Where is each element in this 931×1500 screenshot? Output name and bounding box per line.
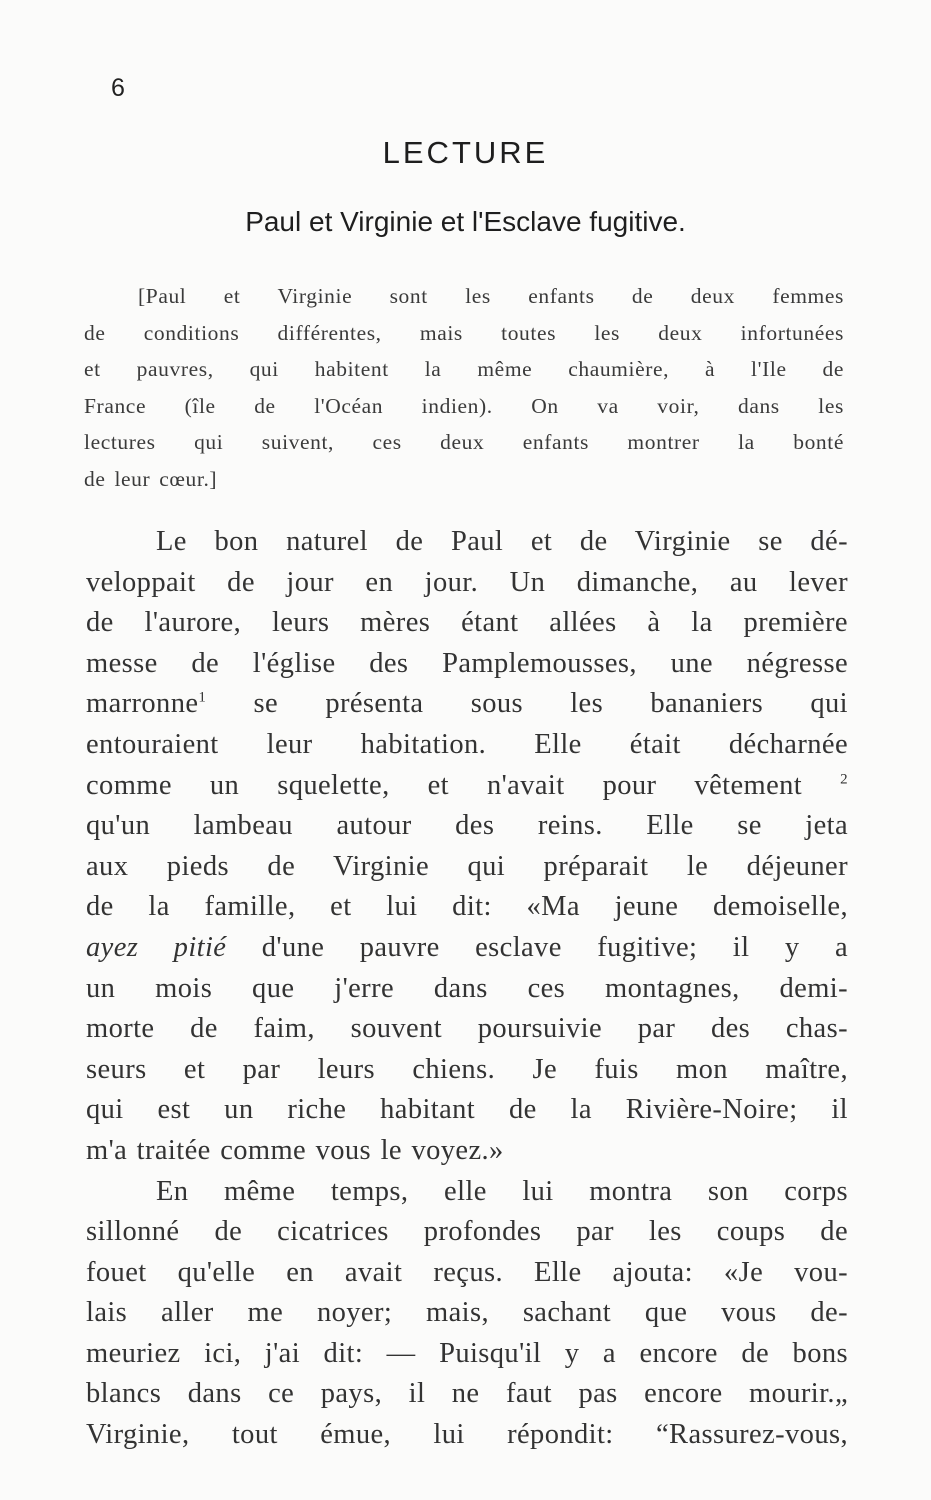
text-fragment: se présenta sous les bananiers qui — [206, 688, 848, 720]
page-title: LECTURE — [382, 135, 549, 170]
intro-line: de conditions différentes, mais toutes les deux infortunées — [84, 320, 844, 345]
text-line: entouraient leur habitation. Elle était décharnée — [86, 728, 848, 760]
text-line: qui est un riche habitant de la Rivière-Noire; il — [86, 1094, 848, 1126]
footnote-marker: 1 — [198, 689, 207, 706]
text-line: lais aller me noyer; mais, sachant que vous de- — [86, 1297, 848, 1329]
text-line: un mois que j'erre dans ces montagnes, demi- — [86, 972, 848, 1004]
intro-line: lectures qui suivent, ces deux enfants montrer la bonté — [84, 430, 844, 455]
page-number: 6 — [111, 74, 125, 102]
text-fragment: d'une pauvre esclave fugitive; il y a — [226, 931, 848, 963]
paragraph-1 — [86, 522, 848, 1172]
text-line — [86, 928, 848, 969]
intro-line: [Paul et Virginie sont les enfants de deux femmes — [138, 284, 844, 308]
intro-note — [84, 278, 844, 498]
text-fragment: marronne — [86, 688, 199, 720]
text-line: veloppait de jour en jour. Un dimanche, au lever — [86, 566, 848, 598]
text-line: Le bon naturel de Paul et de Virginie se dé- — [156, 526, 848, 557]
text-fragment: comme un squelette, et n'avait pour vêtement — [86, 769, 841, 801]
intro-line: de leur cœur.] — [84, 466, 218, 491]
intro-line: France (île de l'Océan indien). On va voir, dans les — [84, 393, 844, 418]
text-line: de la famille, et lui dit: «Ma jeune demoiselle, — [86, 891, 848, 923]
text-line: meuriez ici, j'ai dit: — Puisqu'il y a encore de bons — [86, 1337, 848, 1369]
paragraph-2 — [86, 1172, 848, 1456]
text-line — [86, 684, 848, 725]
text-line: seurs et par leurs chiens. Je fuis mon maître, — [86, 1053, 848, 1085]
italic-phrase: ayez pitié — [86, 931, 227, 963]
text-line: aux pieds de Virginie qui préparait le déjeuner — [86, 850, 848, 882]
text-line: morte de faim, souvent poursuivie par des chas- — [86, 1013, 848, 1045]
lesson-subtitle: Paul et Virginie et l'Esclave fugitive. — [245, 206, 686, 237]
intro-line: et pauvres, qui habitent la même chaumière, à l'Ile de — [84, 357, 844, 382]
text-line: blancs dans ce pays, il ne faut pas encore mourir.„ — [86, 1378, 848, 1410]
footnote-marker: 2 — [840, 771, 848, 788]
text-line: sillonné de cicatrices profondes par les coups de — [86, 1216, 848, 1248]
text-line: messe de l'église des Pamplemousses, une négresse — [86, 647, 848, 679]
text-line: de l'aurore, leurs mères étant allées à la première — [86, 607, 848, 639]
text-line — [86, 766, 848, 807]
text-line: fouet qu'elle en avait reçus. Elle ajouta: «Je vou- — [86, 1256, 848, 1288]
text-line: qu'un lambeau autour des reins. Elle se jeta — [86, 810, 848, 842]
text-line: En même temps, elle lui montra son corps — [156, 1175, 848, 1207]
text-line: m'a traitée comme vous le voyez.» — [86, 1134, 504, 1166]
text-line: Virginie, tout émue, lui répondit: “Rassurez-vous, — [86, 1419, 848, 1451]
story-text — [86, 522, 848, 1456]
